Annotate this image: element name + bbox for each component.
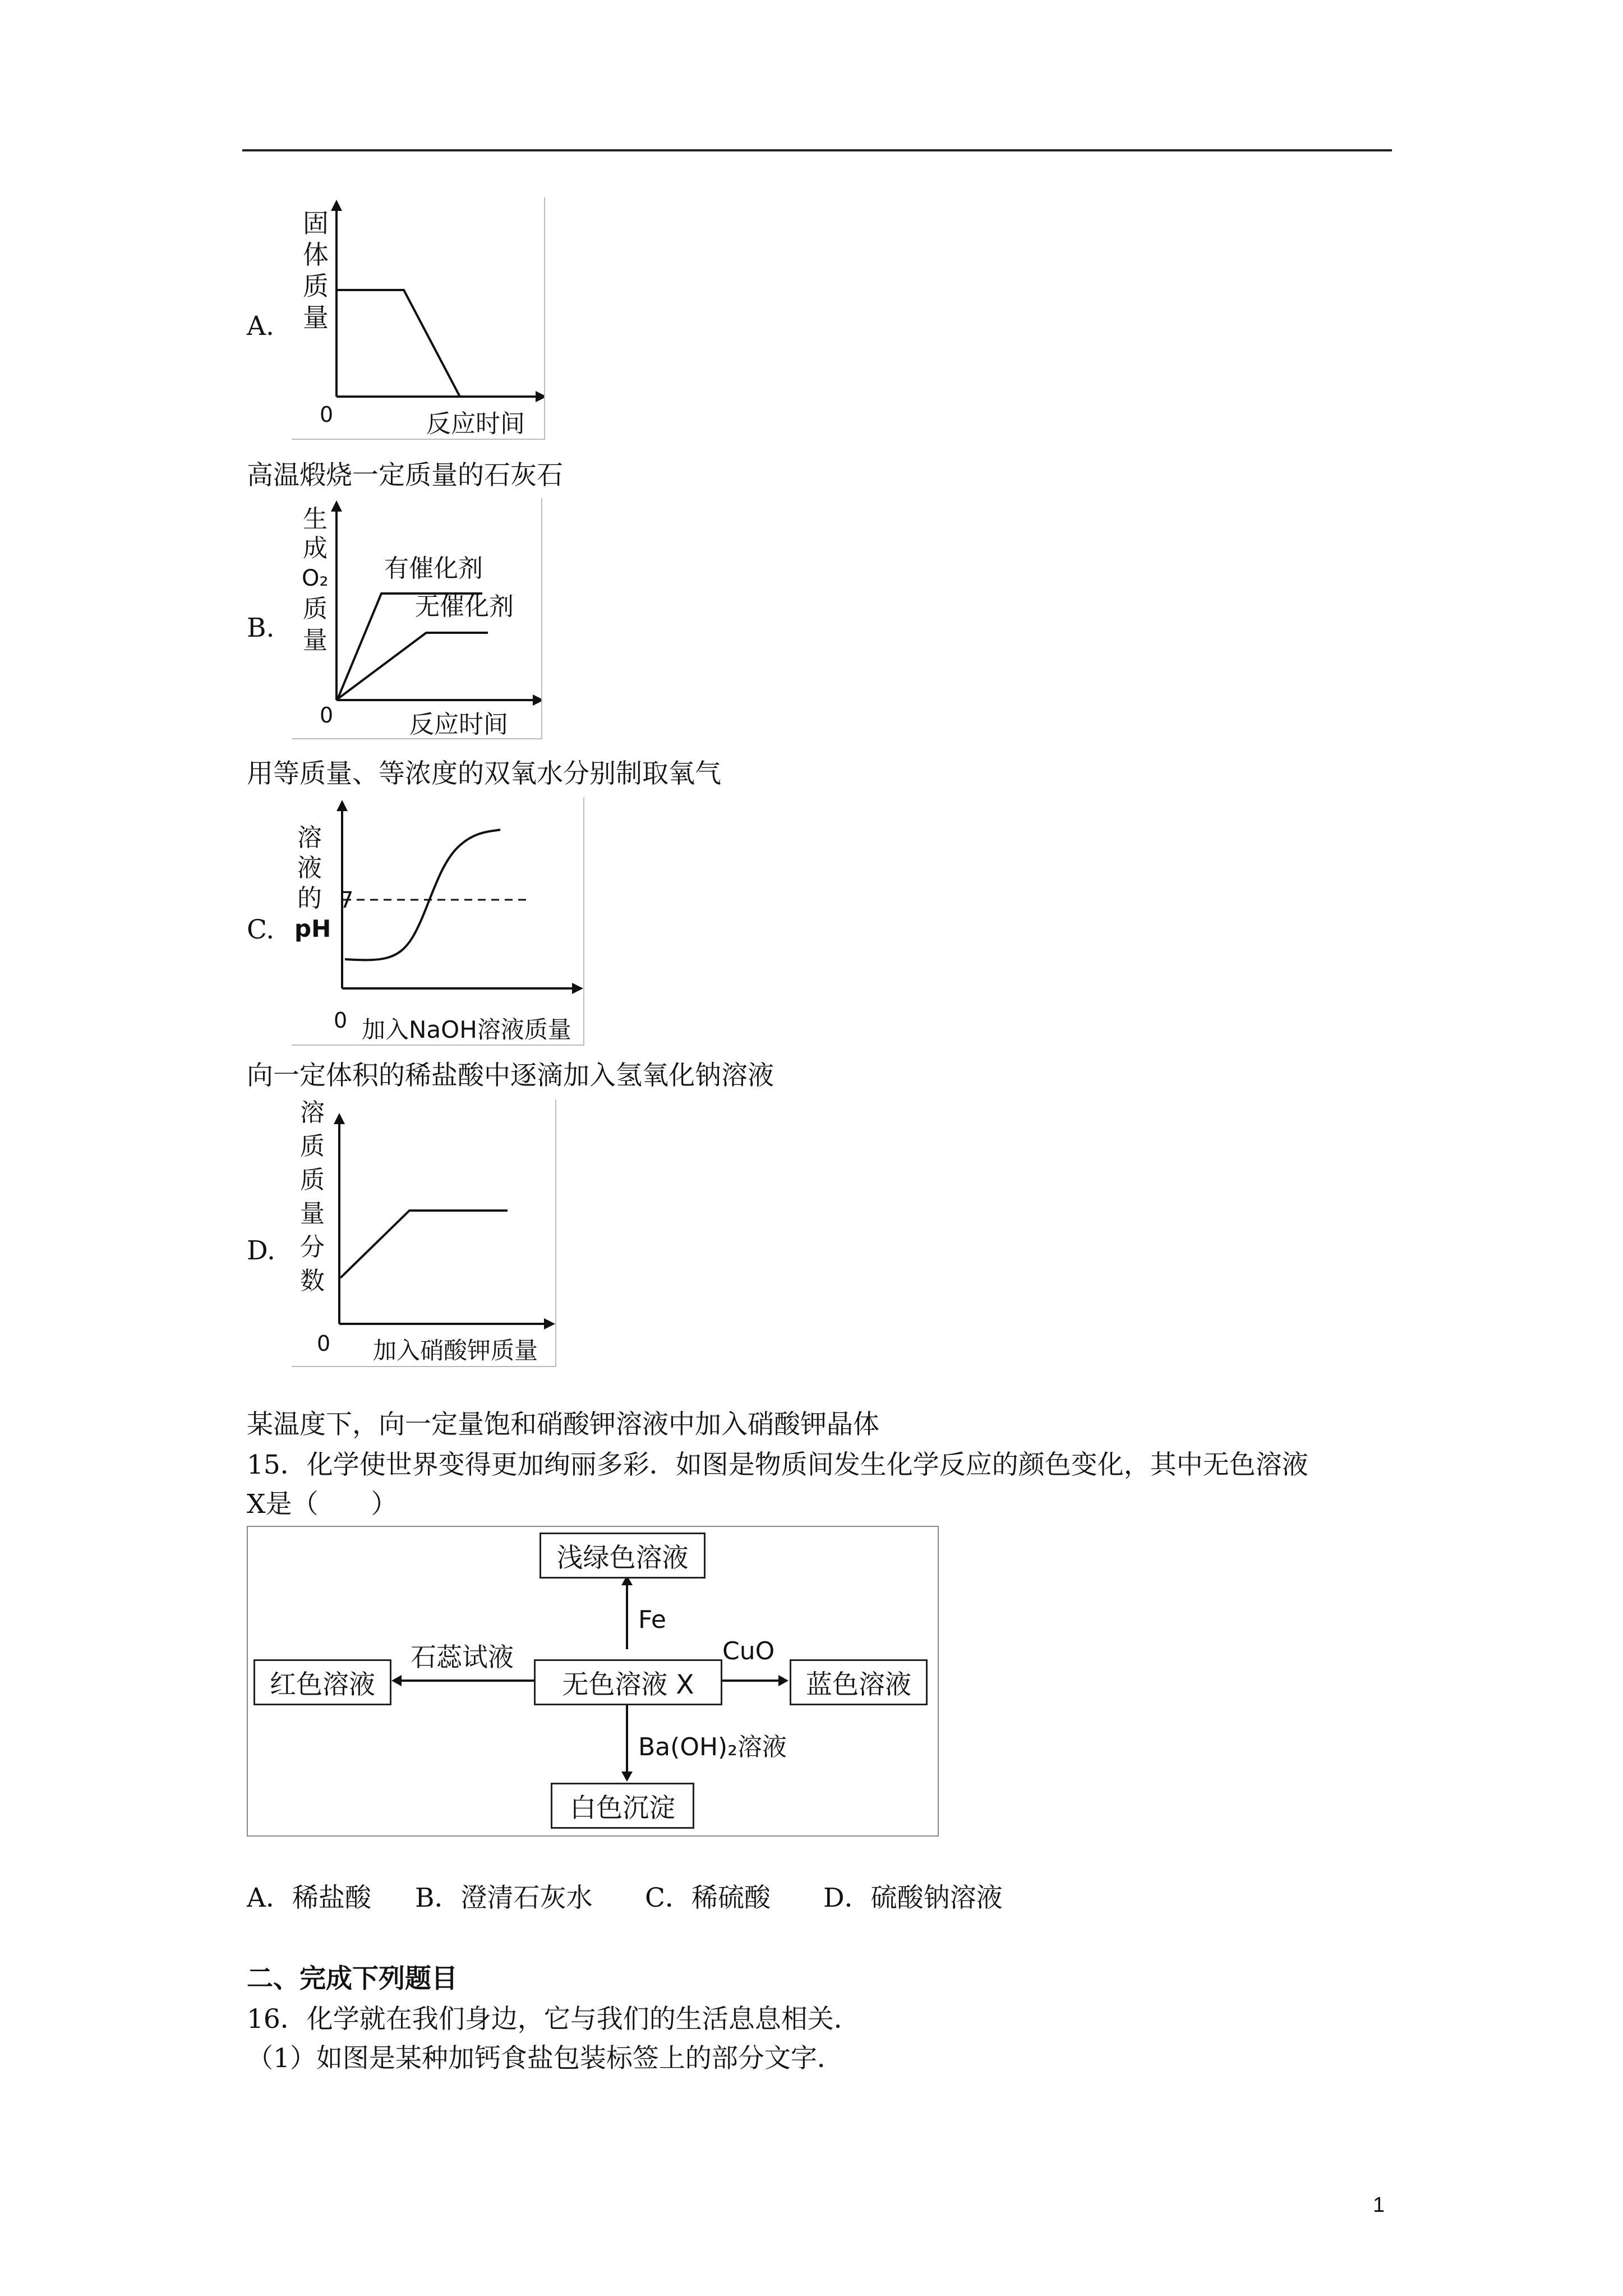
graph-d-ylabel-4: 分 [300, 1233, 325, 1262]
q15-option-b: B．澄清石灰水 [415, 1883, 593, 1913]
q15-line1: 15．化学使世界变得更加绚丽多彩．如图是物质间发生化学反应的颜色变化，其中无色溶液 [247, 1450, 1308, 1480]
graph-b-line-label-0: 有催化剂 [384, 554, 483, 583]
graph-b-ylabel-1: 成 [303, 534, 328, 563]
graph-d-xlabel: 加入硝酸钾质量 [373, 1337, 538, 1364]
graph-b [292, 498, 542, 739]
option-c-letter: C. [247, 914, 275, 945]
box-left: 红色溶液 [253, 1659, 391, 1705]
graph-b-ylabel-2: O₂ [302, 565, 329, 591]
q16-text: 16．化学就在我们身边，它与我们的生活息息相关． [247, 2004, 860, 2035]
q16-1-text: （1）如图是某种加钙食盐包装标签上的部分文字． [247, 2043, 843, 2074]
graph-a [292, 197, 545, 440]
graph-d-origin: 0 [317, 1331, 331, 1356]
q15-line2: X是（ ） [247, 1489, 398, 1520]
graph-b-ylabel-3: 质 [303, 595, 328, 623]
graph-c-tick-7: 7 [339, 887, 354, 913]
graph-a-origin: 0 [320, 402, 334, 427]
graph-d-ylabel-5: 数 [300, 1267, 325, 1295]
option-b-letter: B. [247, 613, 275, 643]
arrow-left-label: 石蕊试液 [411, 1642, 514, 1672]
graph-c-svg [292, 798, 583, 1045]
graph-a-xlabel: 反应时间 [426, 409, 525, 438]
graph-b-svg [292, 498, 541, 738]
graph-d-ylabel-2: 质 [300, 1166, 325, 1194]
arrow-bottom-label: Ba(OH)₂溶液 [638, 1733, 787, 1761]
box-right: 蓝色溶液 [790, 1659, 928, 1705]
graph-b-line-label-1: 无催化剂 [415, 592, 514, 621]
box-top: 浅绿色溶液 [540, 1533, 706, 1579]
reaction-diagram [247, 1526, 939, 1837]
graph-d [292, 1099, 556, 1367]
graph-d-ylabel-1: 质 [300, 1132, 325, 1161]
q15-option-d: D．硫酸钠溶液 [823, 1883, 1003, 1913]
graph-d-svg [292, 1099, 555, 1366]
graph-d-caption: 某温度下，向一定量饱和硝酸钾溶液中加入硝酸钾晶体 [247, 1409, 879, 1440]
graph-c-ylabel-3: pH [294, 915, 331, 942]
arrow-right-label: CuO [722, 1637, 775, 1665]
option-d-letter: D. [247, 1235, 275, 1266]
graph-c-ylabel-1: 液 [297, 854, 322, 882]
box-center: 无色溶液 X [534, 1659, 722, 1705]
graph-d-curve [340, 1211, 508, 1278]
graph-d-ylabel-0: 溶 [300, 1099, 325, 1127]
graph-a-ylabel-2: 质 [303, 271, 329, 301]
box-bottom: 白色沉淀 [551, 1783, 694, 1829]
graph-a-svg [292, 197, 544, 439]
q15-option-a: A．稀盐酸 [247, 1883, 371, 1913]
graph-c-ylabel-2: 的 [297, 884, 322, 913]
graph-a-ylabel-0: 固 [303, 208, 329, 238]
page-number: 1 [1373, 2193, 1385, 2217]
section-heading: 二、完成下列题目 [247, 1963, 458, 1994]
graph-c-caption: 向一定体积的稀盐酸中逐滴加入氢氧化钠溶液 [247, 1060, 774, 1091]
header-rule [242, 149, 1392, 151]
graph-b-ylabel-4: 量 [303, 626, 328, 655]
graph-b-origin: 0 [320, 703, 334, 728]
graph-c-ylabel-0: 溶 [297, 823, 322, 852]
graph-c-xlabel: 加入NaOH溶液质量 [362, 1016, 571, 1043]
graph-a-ylabel-3: 量 [303, 302, 329, 333]
graph-c-origin: 0 [334, 1008, 348, 1033]
graph-b-ylabel-0: 生 [303, 505, 328, 533]
graph-c-curve [345, 830, 500, 960]
graph-a-ylabel-1: 体 [303, 240, 329, 270]
graph-a-caption: 高温煅烧一定质量的石灰石 [247, 460, 563, 491]
graph-d-ylabel-3: 量 [300, 1199, 325, 1228]
arrow-top-label: Fe [638, 1605, 666, 1634]
graph-c [292, 798, 584, 1046]
graph-a-curve [338, 290, 460, 397]
option-a-letter: A. [247, 311, 274, 342]
graph-b-xlabel: 反应时间 [409, 710, 508, 738]
q15-option-c: C．稀硫酸 [645, 1883, 771, 1913]
graph-b-caption: 用等质量、等浓度的双氧水分别制取氧气 [247, 758, 721, 789]
